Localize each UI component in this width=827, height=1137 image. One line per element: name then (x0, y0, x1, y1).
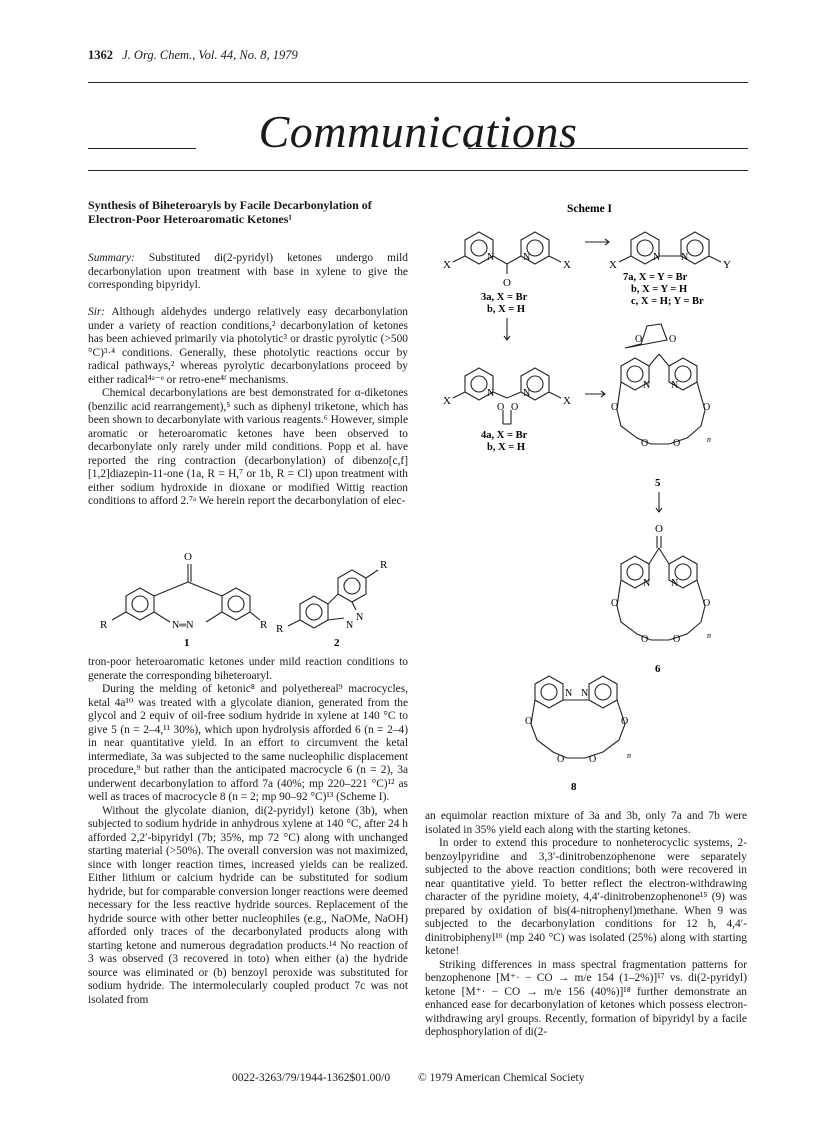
footer-code: 0022-3263/79/1944-1362$01.00/0 (232, 1072, 391, 1084)
s3-X-left: X (443, 259, 451, 271)
s8-number: 8 (571, 781, 577, 793)
page-number: 1362 (88, 48, 113, 62)
struct2-N2: N (346, 620, 354, 631)
summary (88, 252, 408, 293)
footer-copyright: © 1979 American Chemical Society (418, 1072, 585, 1084)
paragraph-right-2: In order to extend this procedure to nonheterocyclic systems, 2-benzoylpyridine and 3,3′-dinitrobenzophenone were separately subjected to the above reaction conditions; both were recovered in near quantitative yield. To better reflect the electron-withdrawing character of the pyridine moiety, 4,4′-dinitrobenzophenone¹⁵ (9) was prepared by oxidation of bis(4-nitrophenyl)methane. When 9 was subjected to the decarbonylation conditions for 12 h, 4,4′-dinitrobiphenyl¹⁶ (mp 240 °C) was isolated (25%) along with starting ketone! (425, 837, 747, 957)
s4-N-right: N (523, 388, 531, 399)
struct2-R-top: R (380, 559, 388, 571)
s5-O-ring4: O (673, 438, 681, 449)
s7-label-b: b, X = Y = H (631, 284, 688, 295)
sir-label: Sir: (88, 306, 106, 318)
scheme-title: Scheme I (567, 203, 613, 215)
s5-N-left: N (643, 380, 651, 391)
struct1-azo: N═N (172, 620, 194, 631)
s5-O-ring3: O (641, 438, 649, 449)
running-head (88, 48, 298, 63)
section-rule (88, 170, 748, 171)
s3-X-right: X (563, 259, 571, 271)
struct2-number: 2 (334, 637, 340, 649)
body-left-top (88, 306, 408, 509)
s4-O-left: O (497, 402, 505, 413)
paragraph-right-1: an equimolar reaction mixture of 3a and 3b, only 7a and 7b were isolated in 35% yield each along with the starting ketones. (425, 810, 747, 836)
struct1-R-left: R (100, 619, 108, 631)
struct1-R-right: R (260, 619, 268, 631)
s7-N-right: N (681, 252, 689, 263)
s3-label-a: 3a, X = Br (481, 292, 528, 303)
s7-label-a: 7a, X = Y = Br (623, 272, 688, 283)
title-rule-left (88, 148, 196, 149)
s5-O-left: O (635, 334, 643, 345)
struct1-number: 1 (184, 637, 190, 649)
s4-label-b: b, X = H (487, 442, 526, 453)
s8-n: n (627, 751, 631, 760)
s3-N-left: N (487, 252, 495, 263)
struct2-N1: N (356, 612, 364, 623)
summary-label: Summary: (88, 252, 135, 264)
paragraph-continue: tron-poor heteroaromatic ketones under mild reaction conditions to generate the corresponding biheteroaryl. (88, 656, 408, 682)
section-title: Communications (258, 106, 578, 157)
s8-O-bottom-left: O (557, 754, 565, 765)
s6-O-ring1: O (611, 598, 619, 609)
s3-O: O (503, 277, 511, 289)
s5-N-right: N (671, 380, 679, 391)
article-title: Synthesis of Biheteroaryls by Facile Decarbonylation of Electron-Poor Heteroaromatic Ketones¹ (88, 198, 372, 226)
s4-N-left: N (487, 388, 495, 399)
s7-N-left: N (653, 252, 661, 263)
s4-X-left: X (443, 395, 451, 407)
s6-N-left: N (643, 578, 651, 589)
s6-O-ring3: O (641, 634, 649, 645)
s7-Y: Y (723, 259, 731, 271)
s7-label-c: c, X = H; Y = Br (631, 296, 704, 307)
s8-N-right: N (581, 688, 589, 699)
structures-1-2 (88, 548, 408, 656)
struct1-O: O (184, 551, 192, 563)
s8-O-left: O (525, 716, 533, 727)
s3-N-right: N (523, 252, 531, 263)
s7-X: X (609, 259, 617, 271)
journal-citation: J. Org. Chem., Vol. 44, No. 8, 1979 (122, 48, 298, 62)
s5-O-ring1: O (611, 402, 619, 413)
paragraph-melding: During the melding of ketonic⁸ and polyethereal⁹ macrocycles, ketal 4a¹⁰ was treated with a glycolate dianion, generated from the glycol and 2 equiv of oil-free sodium hydride in xylene at 140 °C to give 5 (n = 2–4,¹¹ 30%), which upon hydrolysis afforded 6 (n = 2–4) in near quantitative yield. In an effort to circumvent the ketal intermediate, 3a was subjected to the same nucleophilic displacement procedure,⁹ but rather than the anticipated macrocycle 6 (n = 2), 3a underwent decarbonylation to afford 7a (40%; mp 220–221 °C)¹² as well as traces of macrocycle 8 (n = 2; mp 90–92 °C)¹³ (Scheme I). (88, 683, 408, 803)
paragraph-right-3: Striking differences in mass spectral fragmentation patterns for benzophenone [M⁺· − CO → m/e 154 (1–2%)]¹⁷ vs. di(2-pyridyl) ketone [M⁺· − CO → m/e 156 (40%)]¹⁸ further demonstrate an enhanced ease for decarbonylation of ketones which possess electron-withdrawing aryl groups. Recently, formation of bipyridyl by a facile dephosphorylation of di(2- (425, 958, 747, 1038)
paragraph-chemical: Chemical decarbonylations are best demonstrated for α-diketones (benzilic acid rearrangement),⁵ such as diphenyl triketone, which has been shown to decarbonylate with various reagents.⁶ However, simple aromatic or heteroaromatic ketones have been observed to decarbonylate only rarely under mild conditions. Popp et al. have reported the ring contraction (decarbonylation) of dibenzo[c,f][1,2]diazepin-11-one (1a, R = H,⁷ or 1b, R = Cl) upon treatment with either sodium hydroxide in dioxane or modified Wittig reaction conditions to afford 2.⁷ᵃ We herein report the decarbonylation of elec- (88, 387, 408, 507)
body-right-bottom (425, 810, 747, 1040)
s6-number: 6 (655, 663, 661, 675)
title-rule-right (468, 148, 748, 149)
sir-paragraph: Although aldehydes undergo relatively easy decarbonylation under a variety of reaction conditions,² decarbonylation of ketones has been achieved primarily via photolytic³ or drastic pyrolytic (>500 °C)³·⁴ conditions. Generally, these photolytic reactions occur by radical pathways,² whereas pyrolytic decarbonylations proceed by either radical⁴ᵃ⁻ᵉ or retro-ene⁴ᶠ mechanisms. (88, 306, 408, 386)
top-rule (88, 82, 748, 83)
s5-n: n (707, 435, 711, 444)
s5-number: 5 (655, 477, 661, 489)
s6-O-ring2: O (703, 598, 711, 609)
s8-N-left: N (565, 688, 573, 699)
s6-O-carbonyl: O (655, 523, 663, 535)
s6-n: n (707, 631, 711, 640)
paragraph-without: Without the glycolate dianion, di(2-pyridyl) ketone (3b), when subjected to sodium hydride in anhydrous xylene at 140 °C, after 24 h afforded 2,2′-bipyridyl (7b; 35%, mp 72 °C) along with unchanged starting material (>50%). The overall conversion was not maximized, since with longer reaction times, increased yields can be realized. Either lithium or calcium hydride can be substituted for sodium hydride, but for comparable conversion longer reactions were deemed necessary for the less reactive hydride sources. Replacement of the hydride source with other better nucleophiles (e.g., NaOMe, NaOH) afforded only traces of the decarbonylated products along with starting ketone and numerous degradation products.¹⁴ No reaction of 3 was observed (3 recovered in toto) when either (a) the hydride source was eliminated or (b) benzoyl peroxide was substituted for sodium hydride. The intermolecularly coupled product 7c was not isolated from (88, 804, 408, 1006)
s8-O-right: O (621, 716, 629, 727)
s4-label-a: 4a, X = Br (481, 430, 528, 441)
s4-X-right: X (563, 395, 571, 407)
s6-O-ring4: O (673, 634, 681, 645)
summary-text: Substituted di(2-pyridyl) ketones undergo mild decarbonylation upon treatment with base in xylene to give the corresponding bipyridyl. (88, 252, 408, 291)
s6-N-right: N (671, 578, 679, 589)
struct2-R-left: R (276, 623, 284, 635)
s5-O-right: O (669, 334, 677, 345)
scheme-1 (425, 198, 747, 802)
s4-O-right: O (511, 402, 519, 413)
s3-label-b: b, X = H (487, 304, 526, 315)
s5-O-ring2: O (703, 402, 711, 413)
body-left-bottom (88, 656, 408, 1007)
s8-O-bottom-right: O (589, 754, 597, 765)
